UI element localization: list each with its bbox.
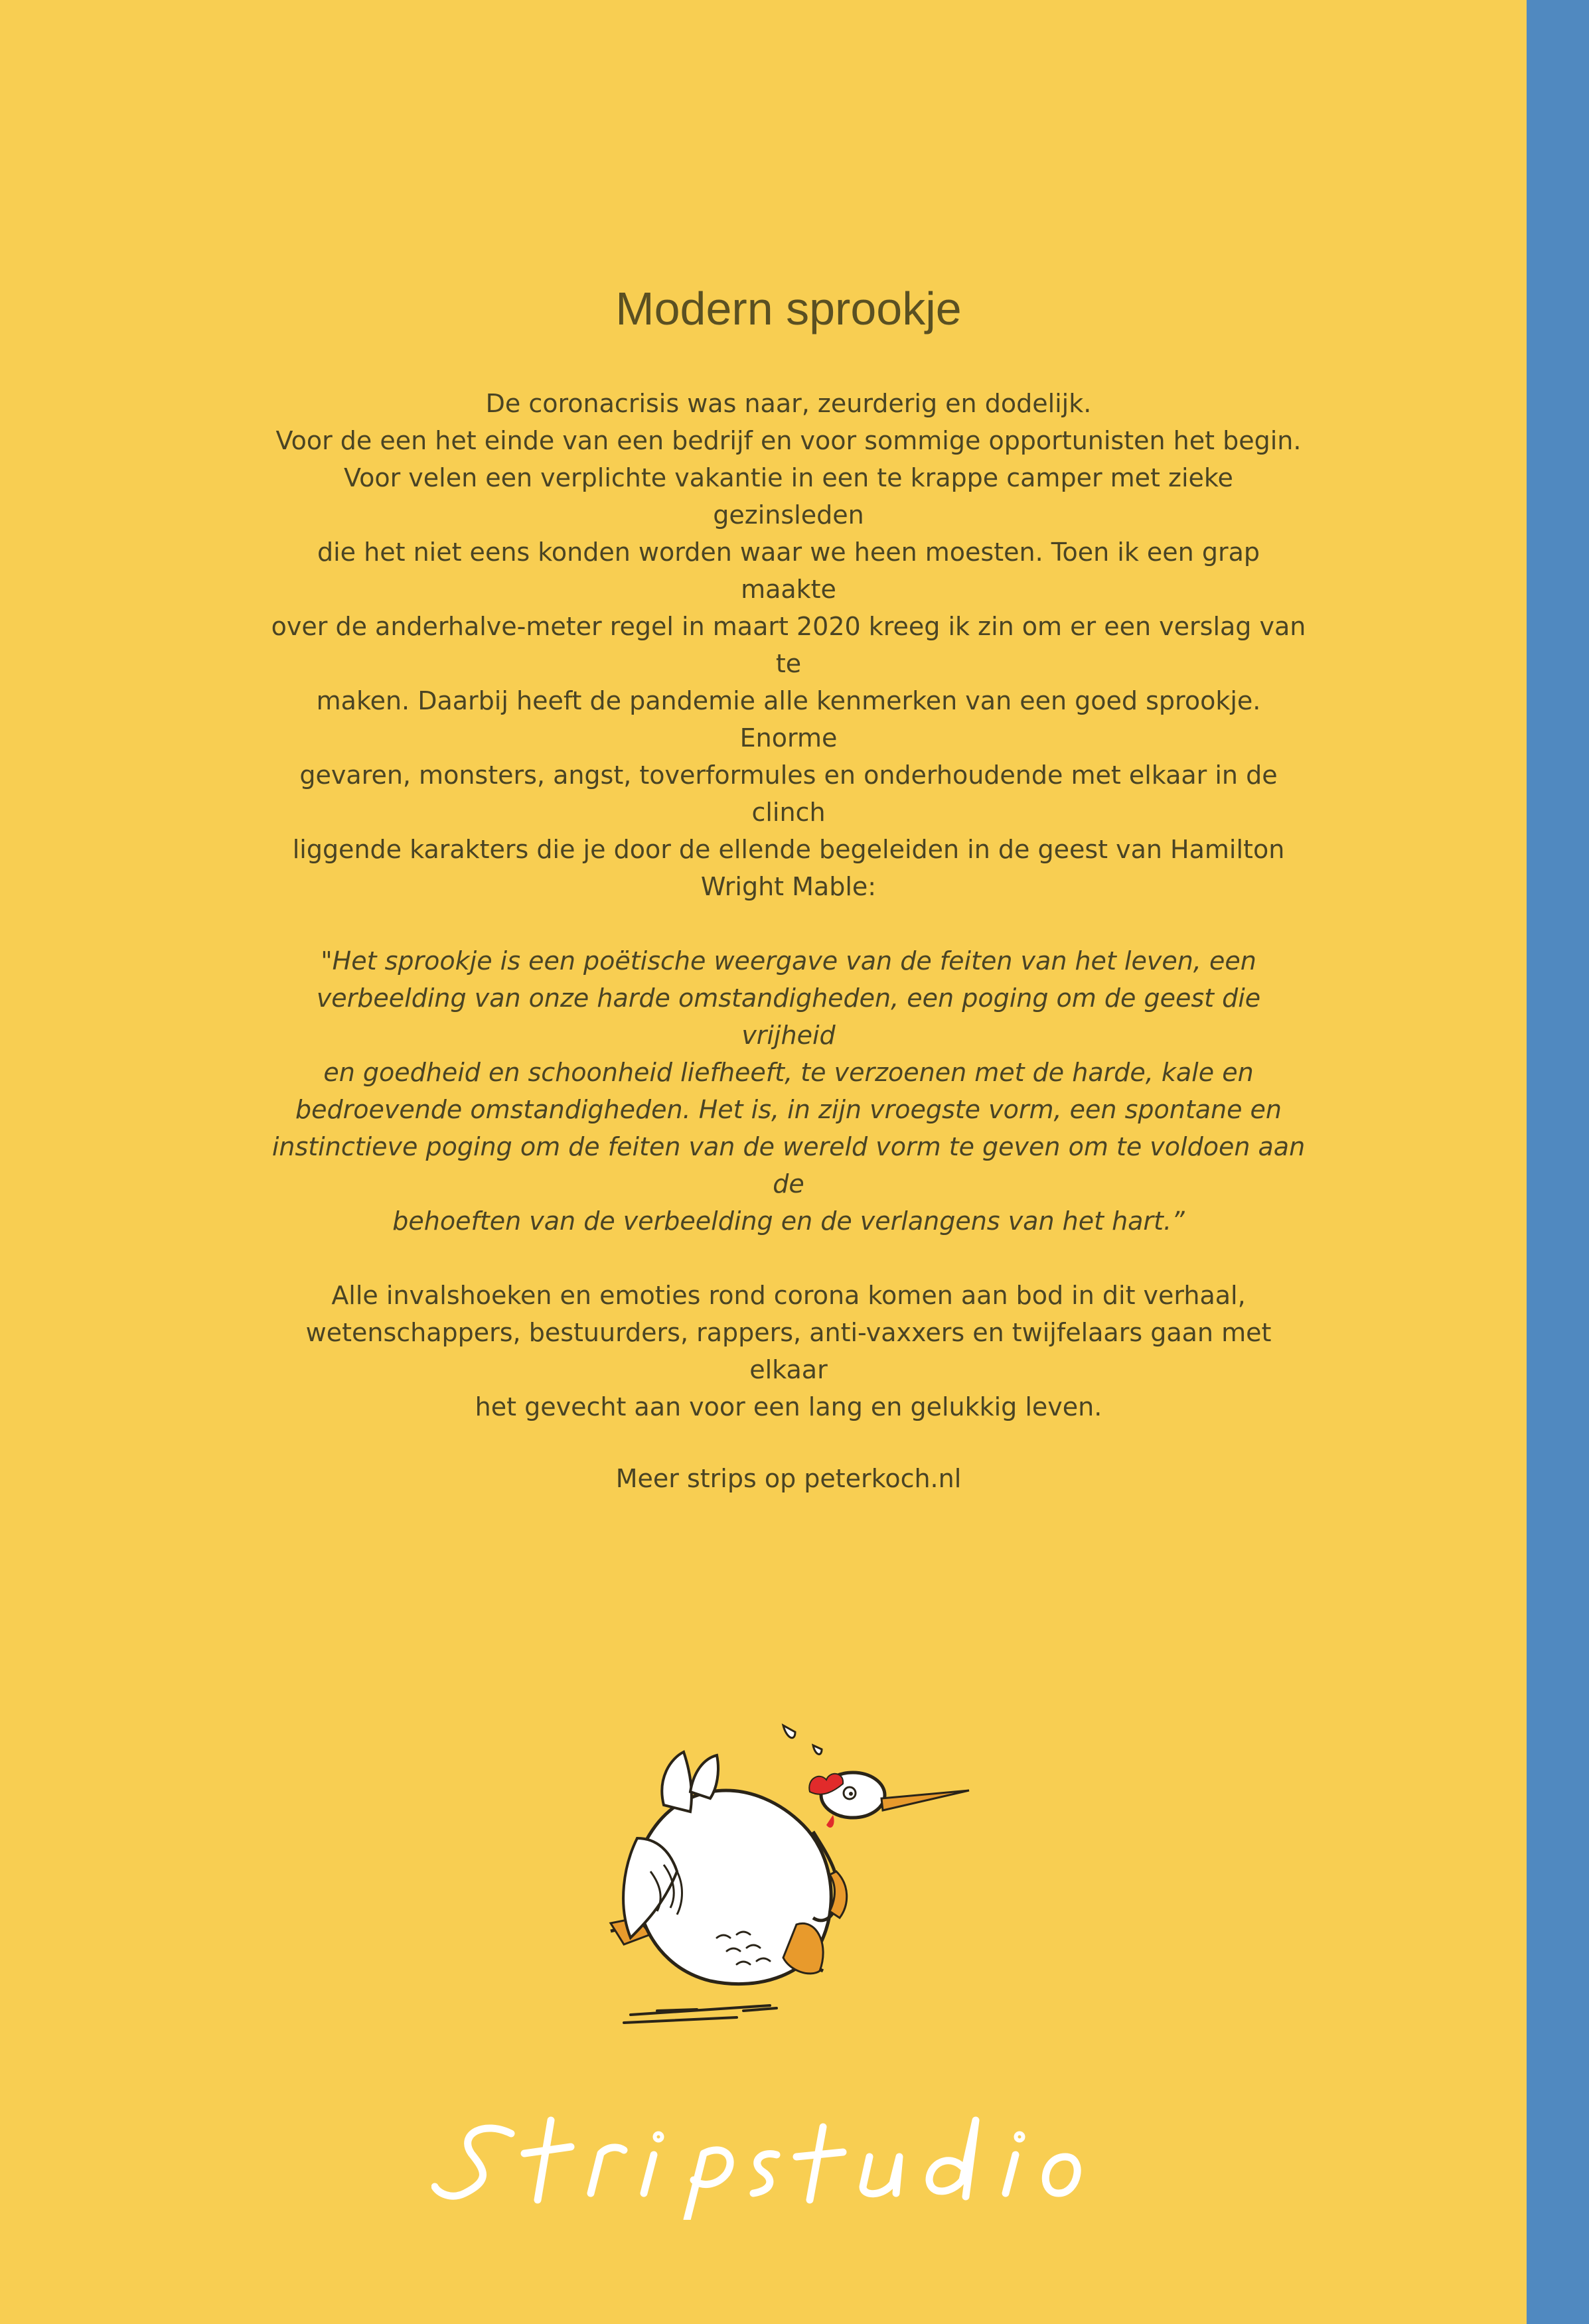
quote-line: "Het sprookje is een poëtische weergave van de feiten van het leven, een <box>321 946 1256 976</box>
quote-line: instinctieve poging om de feiten van de wereld vorm te geven om te voldoen aan de <box>271 1132 1306 1198</box>
intro-line: gevaren, monsters, angst, toverformules en onderhoudende met elkaar in de clinch <box>299 761 1278 827</box>
closing-paragraph <box>271 1277 1306 1425</box>
book-spine <box>1527 0 1589 2324</box>
quote-line: verbeelding van onze harde omstandigheden, een poging om de geest die vrijheid <box>316 983 1261 1050</box>
intro-line: liggende karakters die je door de ellende begeleiden in de geest van Hamilton <box>292 835 1285 864</box>
stripstudio-logo <box>431 2107 1135 2220</box>
closing-line: wetenschappers, bestuurders, rappers, anti-vaxxers en twijfelaars gaan met elkaar <box>305 1318 1272 1384</box>
intro-line: Voor de een het einde van een bedrijf en voor sommige opportunisten het begin. <box>275 426 1302 455</box>
running-chicken-illustration <box>584 1706 1009 2037</box>
intro-paragraph <box>271 385 1306 905</box>
paragraph-gap <box>271 905 1306 942</box>
website-link[interactable]: Meer strips op peterkoch.nl <box>615 1464 962 1493</box>
back-cover-text <box>271 272 1306 1497</box>
intro-line: Voor velen een verplichte vakantie in een te krappe camper met zieke gezinsleden <box>344 463 1233 530</box>
paragraph-gap <box>271 1240 1306 1277</box>
page-title: Modern sprookje <box>615 283 962 334</box>
quote-line: behoeften van de verbeelding en de verlangens van het hart.” <box>392 1206 1185 1236</box>
intro-line: De coronacrisis was naar, zeurderig en dodelijk. <box>485 389 1092 418</box>
intro-line: Wright Mable: <box>700 872 877 901</box>
intro-line: over de anderhalve-meter regel in maart 2020 kreeg ik zin om er een verslag van te <box>271 612 1306 678</box>
closing-line: het gevecht aan voor een lang en gelukkig leven. <box>475 1392 1102 1421</box>
quote-paragraph <box>271 942 1306 1240</box>
quote-line: bedroevende omstandigheden. Het is, in zijn vroegste vorm, een spontane en <box>295 1095 1282 1124</box>
intro-line: die het niet eens konden worden waar we heen moesten. Toen ik een grap maakte <box>317 538 1260 604</box>
closing-line: Alle invalshoeken en emoties rond corona komen aan bod in dit verhaal, <box>331 1281 1246 1310</box>
intro-line: maken. Daarbij heeft de pandemie alle kenmerken van een goed sprookje. Enorme <box>316 686 1261 753</box>
quote-line: en goedheid en schoonheid liefheeft, te verzoenen met de harde, kale en <box>323 1058 1254 1087</box>
